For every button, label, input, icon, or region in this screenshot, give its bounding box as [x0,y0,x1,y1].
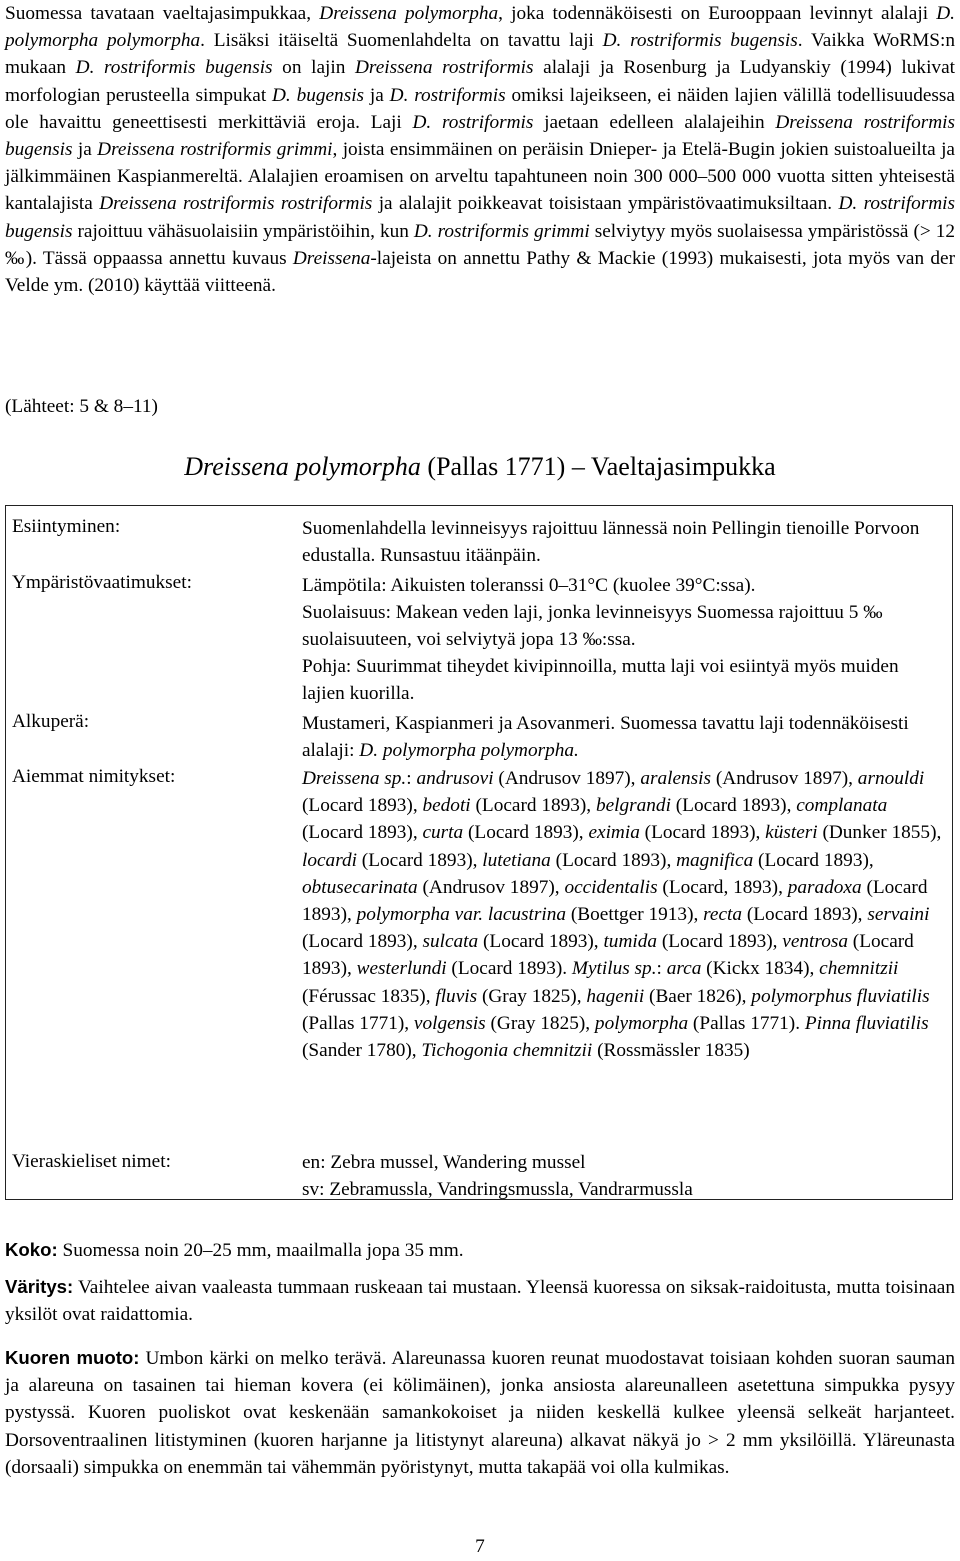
former-name-species: volgensis [413,1012,486,1034]
species-name: Dreissena rostriformis rostriformis [99,193,373,215]
former-names-list [302,765,942,1064]
former-name-species: curta [422,822,464,844]
text-run: on lajin [272,57,355,79]
species-name: D. polymorpha polymorpha. [359,740,579,762]
species-name: Dreissena rostriformis bugensis [5,111,955,161]
former-name-authority: (Dunker 1855), [817,822,942,844]
former-name-authority: (Locard 1893), [356,849,483,871]
former-name-species: Pinna fluviatilis [804,1012,929,1034]
species-name: D. rostriformis grimmi [413,220,590,242]
text-run: rajoittuu vähäsuolaisiin ympäristöihin, kun [72,220,414,242]
text-run: , joista ensimmäinen on peräisin Dnieper- ja Etelä-Bugin jokien suistoalueilta ja jälkimmäinen Kaspianmereltä. Alalajien eroamisen on arveltu tapahtuneen noin 300 000–500 000 vuotta sitten yhteisestä kantalajista [5,139,955,215]
origin-value [302,710,942,764]
title-species-name: Dreissena polymorpha [184,452,421,481]
former-name-authority: (Rossmässler 1835) [592,1040,750,1062]
size-section [5,1236,955,1264]
former-name-authority: (Pallas 1771), [302,1012,414,1034]
former-name-species: Mytilus sp. [571,958,657,980]
species-name: Dreissena rostriformis [354,57,534,79]
shell-shape-section [5,1344,955,1481]
former-name-species: paradoxa [787,876,862,898]
former-name-species: polymorphus fluviatilis [751,985,930,1007]
former-name-authority: (Locard 1893), [639,822,766,844]
former-name-species: polymorpha [594,1012,689,1034]
former-name-species: sulcata [422,931,479,953]
text-run: omiksi lajeikseen, ei näiden lajien välillä todellisuudessa ole havaittu geneettisesti merkittäviä eroja. Laji [5,84,955,133]
species-title [0,452,960,482]
former-name-species: occidentalis [564,876,658,898]
size-text: Suomessa noin 20–25 mm, maailmalla jopa 35 mm. [57,1240,464,1261]
environment-temperature: Lämpötila: Aikuisten toleranssi 0–31°C (kuolee 39°C:ssa). [302,575,756,596]
text-run: . Lisäksi itäiseltä Suomenlahdelta on tavattu laji [200,30,603,52]
environment-salinity: Suolaisuus: Makean veden laji, jonka levinneisyys Suomessa rajoittuu 5 ‰ suolaisuuteen, voi selviytyä jopa 13 ‰:ssa. [302,602,883,651]
former-name-species: Tichogonia chemnitzii [421,1040,593,1062]
former-name-authority: (Locard 1893), [302,822,423,844]
former-name-authority: (Locard 1893), [478,931,604,953]
size-label: Koko: [5,1239,58,1260]
former-name-authority: (Locard 1893), [302,931,914,980]
former-name-authority: (Locard 1893), [742,904,868,926]
former-name-authority: (Locard 1893), [463,822,589,844]
color-label: Väritys: [5,1276,74,1297]
former-name-authority: (Locard 1893), [302,795,423,817]
intro-paragraph [5,0,955,299]
text-run: alalaji ja Rosenburg ja Ludyanskiy (1994) lukivat morfologian perusteella simpukat [5,57,955,106]
shell-shape-text: Umbon kärki on melko terävä. Alareunassa kuoren reunat muodostavat toisiaan kohden suoran sauman ja alareuna on tasainen tai hieman kovera (ei kölimäinen), jonka ansiosta alareunalleen asetettuna simpukka pysyy pystyssä. Kuoren puoliskot ovat keskenään samankokoiset ja niiden keskellä kulkee yleensä selkeät harjanteet. Dorsoventraalinen litistyminen (kuoren harjanne ja litistynyt alareuna) alkavat näkyä jo > 2 mm yksilöillä. Yläreunasta (dorsaali) simpukka on enemmän tai vähemmän pyöristynyt, mutta takapää voi olla kulmikas. [5,1348,955,1478]
former-names-label: Aiemmat nimitykset: [12,766,176,787]
former-name-species: arnouldi [857,768,925,789]
text-run: selviytyy myös suolaisessa ympäristössä (> 12 ‰). Tässä oppaassa annettu kuvaus [5,220,955,269]
occurrence-value: Suomenlahdella levinneisyys rajoittuu lännessä noin Pellingin tienoille Porvoon edustalla. Runsastuu itäänpäin. [302,518,920,567]
former-name-authority: (Locard 1893), [550,849,677,871]
text-run: . Vaikka WoRMS:n mukaan [5,30,955,79]
species-name: Dreissena rostriformis grimmi [97,139,333,161]
text-run: ja [364,84,390,106]
former-name-authority: (Locard 1893), [753,849,874,871]
former-name-species: complanata [796,795,888,817]
former-name-species: andrusovi [416,768,494,789]
color-section [5,1273,955,1328]
text-run: ja [72,139,98,161]
species-name: D. rostriformis [389,84,506,106]
former-name-species: bedoti [422,795,471,817]
environment-label: Ympäristövaatimukset: [12,572,192,593]
former-name-species: belgrandi [595,795,671,817]
former-name-species: recta [703,904,743,926]
title-rest: (Pallas 1771) – Vaeltajasimpukka [420,452,776,481]
former-name-authority: (Locard 1893), [302,931,423,953]
species-name: D. rostriformis [412,111,534,133]
text-run: jaetaan edelleen alalajeihin [533,111,776,133]
former-name-authority: (Férussac 1835), [302,985,436,1007]
former-name-authority: (Andrusov 1897), [711,768,858,789]
former-name-species: polymorpha var. lacustrina [356,904,567,926]
former-name-authority: (Sander 1780), [302,1040,422,1062]
former-name-species: aralensis [640,768,712,789]
former-name-authority: (Locard 1893), [470,795,596,817]
former-name-species: Dreissena sp. [302,768,407,789]
former-name-species: westerlundi [356,958,447,980]
former-name-authority: (Andrusov 1897), [417,876,565,898]
vernacular-names-label: Vieraskieliset nimet: [12,1151,171,1172]
former-name-species: tumida [603,931,658,953]
former-name-authority: (Locard 1893). [446,958,572,980]
former-name-species: ventrosa [782,931,848,953]
former-name-authority: (Locard 1893), [302,876,928,926]
occurrence-label: Esiintyminen: [12,516,121,537]
former-name-authority: (Locard, 1893), [657,876,788,898]
former-name-authority: : [656,958,667,980]
species-name: D. rostriformis bugensis [75,57,273,79]
text-run: -lajeista on annettu Pathy & Mackie (1993) mukaisesti, jota myös van der Velde ym. (2010) käyttää viitteenä. [5,247,955,297]
former-name-authority: (Boettger 1913), [566,904,704,926]
former-name-species: arca [666,958,702,980]
former-name-species: chemnitzii [819,958,899,980]
former-name-species: obtusecarinata [302,876,418,898]
former-name-authority: (Locard 1893), [657,931,783,953]
species-name: Dreissena polymorpha [319,3,499,24]
species-info-box [5,505,953,1200]
vernacular-name-en: en: Zebra mussel, Wandering mussel [302,1152,586,1173]
text-run: Suomessa tavataan vaeltajasimpukkaa, [5,3,320,24]
species-name: Dreissena [292,247,371,269]
color-text: Vaihtelee aivan vaaleasta tummaan ruskeaan tai mustaan. Yleensä kuoressa on siksak-raidoitusta, mutta toisinaan yksilöt ovat raidattomia. [5,1277,955,1326]
species-name: D. bugensis [272,84,365,106]
former-name-authority: (Andrusov 1897), [493,768,641,789]
text-run: ja alalajit poikkeavat toisistaan ympäristövaatimuksiltaan. [372,193,839,215]
former-name-species: servaini [867,904,930,926]
origin-label: Alkuperä: [12,711,90,732]
former-name-species: magnifica [676,849,754,871]
former-name-authority: (Pallas 1771). [688,1012,805,1034]
former-name-authority: (Kickx 1834), [701,958,820,980]
vernacular-name-sv: sv: Zebramussla, Vandringsmussla, Vandrarmussla [302,1179,693,1200]
former-name-species: eximia [588,822,640,844]
former-name-authority: (Baer 1826), [644,985,752,1007]
species-name: D. rostriformis bugensis [5,193,956,242]
former-name-species: hagenii [586,985,645,1007]
environment-bottom: Pohja: Suurimmat tiheydet kivipinnoilla, mutta laji voi esiintyä myös muiden lajien kuorilla. [302,656,899,705]
former-name-authority: (Gray 1825), [485,1012,595,1034]
species-name: D. polymorpha polymorpha [5,3,955,52]
former-name-species: locardi [302,849,357,871]
page-number: 7 [475,1536,485,1557]
text-run: , joka todennäköisesti on Eurooppaan levinnyt alalaji [498,3,937,24]
former-name-species: küsteri [765,822,818,844]
shell-shape-label: Kuoren muoto: [5,1347,140,1368]
former-name-authority: : [406,768,417,789]
former-name-authority: (Gray 1825), [477,985,587,1007]
sources-note: (Lähteet: 5 & 8–11) [5,396,158,417]
former-name-authority: (Locard 1893), [670,795,797,817]
text-run: Mustameri, Kaspianmeri ja Asovanmeri. Suomessa tavattu laji todennäköisesti alalaji: [302,713,909,762]
species-name: D. rostriformis bugensis [602,30,798,52]
former-name-species: fluvis [435,985,478,1007]
former-name-species: lutetiana [482,849,551,871]
